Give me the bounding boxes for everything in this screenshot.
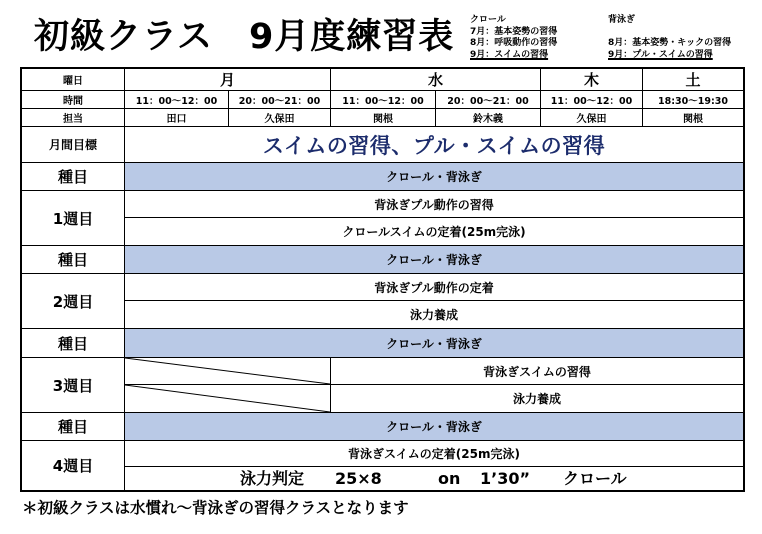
day-monday: 月	[125, 69, 330, 90]
empty-slashed-cell	[125, 358, 330, 384]
label-event: 種目	[22, 329, 124, 357]
footer-note: ＊初級クラスは水慣れ～背泳ぎの習得クラスとなります	[22, 499, 409, 517]
day-wednesday: 水	[331, 69, 540, 90]
diagonal-slash	[125, 385, 330, 412]
instructor-name: 久保田	[229, 109, 330, 126]
day-saturday: 土	[643, 69, 743, 90]
time-slot: 20：00～21：00	[436, 91, 540, 108]
crawl-note-july: 7月：基本姿勢の習得	[470, 26, 558, 37]
event-band: クロール・背泳ぎ	[125, 413, 743, 440]
test-on: on	[438, 469, 461, 488]
test-set: 25×8	[335, 469, 382, 488]
backstroke-goals-note	[608, 15, 731, 61]
week-2-item: 背泳ぎプル動作の定着	[125, 274, 743, 300]
backstroke-note-september: 9月：プル・スイムの習得	[608, 49, 713, 60]
backstroke-note-august: 8月：基本姿勢・キックの習得	[608, 38, 732, 48]
test-stroke: クロール	[563, 469, 627, 488]
monthly-goal-text: スイムの習得、プル・スイムの習得	[125, 127, 743, 162]
instructor-name: 関根	[331, 109, 435, 126]
test-name: 泳力判定	[240, 469, 305, 488]
week-3-item: 背泳ぎスイムの習得	[331, 358, 743, 384]
week-2-label: 2週目	[22, 274, 124, 328]
week-3-item: 泳力養成	[331, 385, 743, 412]
instructor-name: 田口	[125, 109, 228, 126]
swim-test-row	[125, 467, 743, 490]
crawl-goals-note	[470, 15, 557, 61]
time-slot: 11：00～12：00	[125, 91, 228, 108]
time-slot: 11：00～12：00	[331, 91, 435, 108]
event-band: クロール・背泳ぎ	[125, 246, 743, 273]
week-4-label: 4週目	[22, 441, 124, 490]
week-1-item: 背泳ぎプル動作の習得	[125, 191, 743, 217]
label-day: 曜日	[22, 69, 124, 90]
crawl-note-august: 8月：呼吸動作の習得	[470, 38, 558, 48]
instructor-name: 関根	[643, 109, 743, 126]
label-event: 種目	[22, 413, 124, 440]
instructor-name: 鈴木義	[436, 109, 540, 126]
page-title: 初級クラス 9月度練習表	[34, 17, 455, 57]
crawl-note-heading: クロール	[470, 15, 506, 25]
label-time: 時間	[22, 91, 124, 108]
label-instructor: 担当	[22, 109, 124, 126]
day-thursday: 木	[541, 69, 642, 90]
test-interval: 1’30”	[480, 469, 530, 488]
label-monthly-goal: 月間目標	[22, 127, 124, 162]
label-event: 種目	[22, 246, 124, 273]
week-1-item: クロールスイムの定着(25m完泳)	[125, 218, 743, 245]
event-band: クロール・背泳ぎ	[125, 329, 743, 357]
week-3-label: 3週目	[22, 358, 124, 412]
week-1-label: 1週目	[22, 191, 124, 245]
week-4-item: 背泳ぎスイムの定着(25m完泳)	[125, 441, 743, 466]
label-event: 種目	[22, 163, 124, 190]
event-band: クロール・背泳ぎ	[125, 163, 743, 190]
instructor-name: 久保田	[541, 109, 642, 126]
schedule-table	[20, 67, 745, 492]
time-slot: 11：00～12：00	[541, 91, 642, 108]
diagonal-line	[125, 385, 330, 412]
diagonal-line	[125, 358, 330, 384]
diagonal-slash	[125, 358, 330, 384]
week-2-item: 泳力養成	[125, 301, 743, 328]
crawl-note-september: 9月：スイムの習得	[470, 49, 549, 60]
time-slot: 18:30～19:30	[643, 91, 743, 108]
backstroke-note-heading: 背泳ぎ	[608, 15, 636, 25]
empty-slashed-cell	[125, 385, 330, 412]
time-slot: 20：00～21：00	[229, 91, 330, 108]
